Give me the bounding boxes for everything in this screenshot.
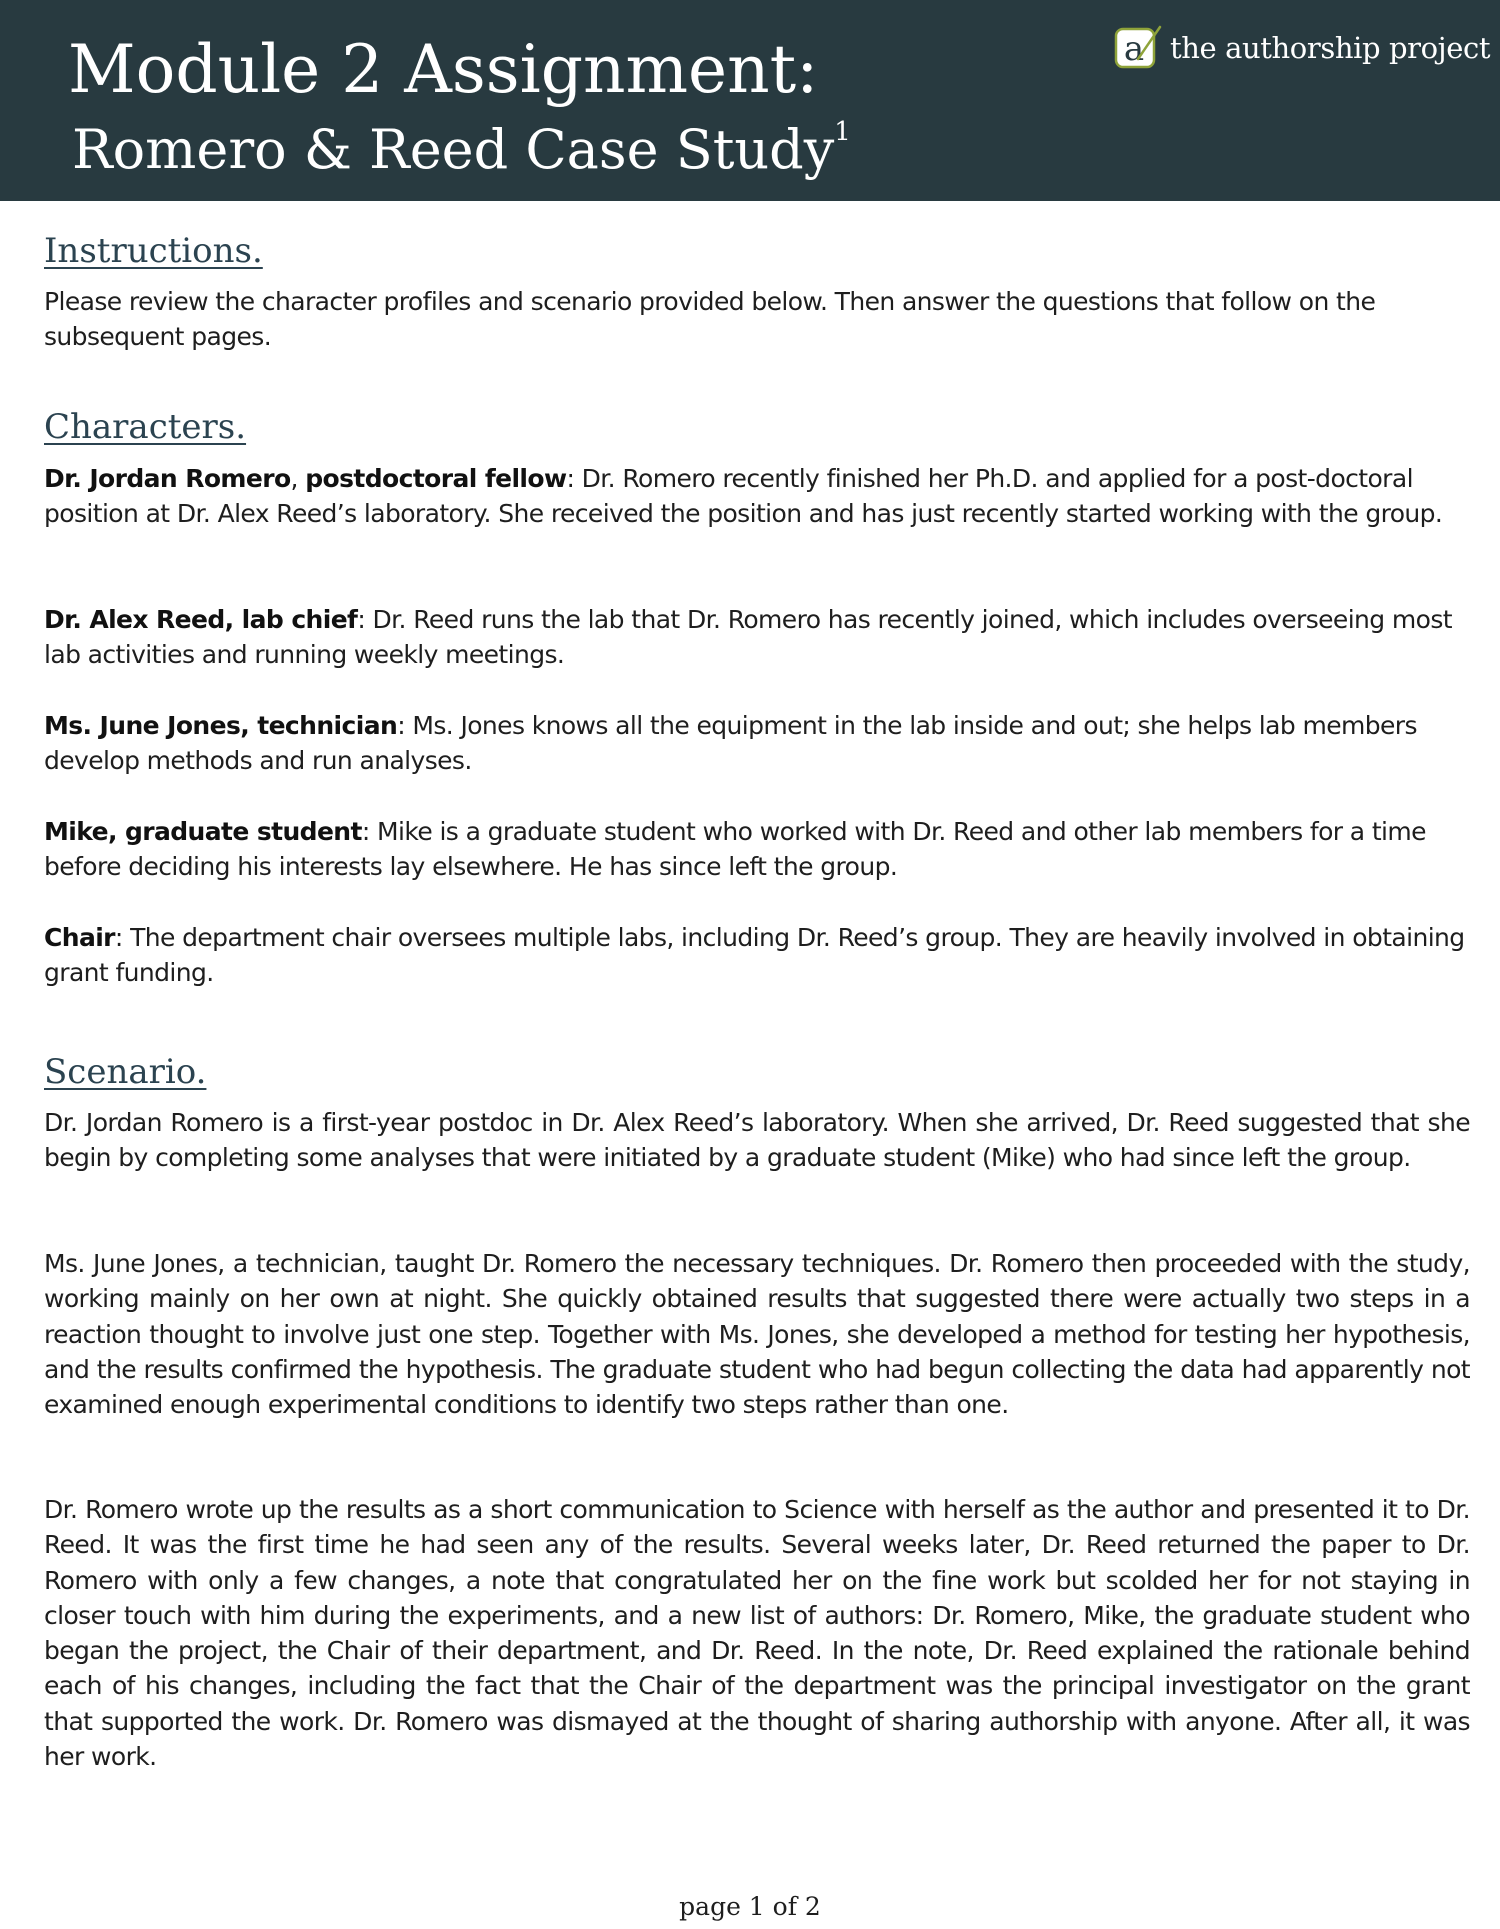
character-description: : Mike is a graduate student who worked with Dr. Reed and other lab members for a time before deciding his interests lay elsewhere. He has since left the group. (44, 817, 1426, 882)
character-name: Dr. Alex Reed, lab chief (44, 605, 358, 634)
character-description: : Dr. Reed runs the lab that Dr. Romero has recently joined, which includes overseeing most lab activities and running weekly meetings. (44, 605, 1452, 670)
logo-text: the authorship project (1170, 31, 1491, 65)
scenario-paragraph-1: Dr. Jordan Romero is a first-year postdoc in Dr. Alex Reed’s laboratory. When she arrived, Dr. Reed suggested that she begin by completing some analyses that were initiated by a graduate student (Mike) who had since left the group. (44, 1108, 1470, 1173)
character-jones (44, 708, 1470, 779)
page-subtitle (72, 110, 851, 190)
page-title: Module 2 Assignment: (68, 31, 819, 108)
character-name: Ms. June Jones, technician (44, 711, 398, 740)
footnote-marker: 1 (834, 117, 851, 147)
character-romero (44, 461, 1470, 532)
logo-a-pen-icon (1114, 25, 1162, 71)
instructions-heading: Instructions. (44, 231, 263, 271)
scenario-heading: Scenario. (44, 1052, 207, 1092)
page-number: page 1 of 2 (679, 1892, 821, 1921)
character-mike (44, 814, 1470, 885)
character-reed (44, 602, 1470, 673)
scenario-paragraph-2: Ms. June Jones, a technician, taught Dr. Romero the necessary techniques. Dr. Romero then proceeded with the study, working mainly on her own at night. She quickly obtained results that suggested there were actually two steps in a reaction thought to involve just one step. Together with Ms. Jones, she developed a method for testing her hypothesis, and the results confirmed the hypothesis. The graduate student who had begun collecting the data had apparently not examined enough experimental conditions to identify two steps rather than one. (44, 1249, 1470, 1420)
logo-letter: a (1123, 29, 1145, 69)
character-name-separator: , (290, 464, 306, 493)
instructions-text: Please review the character profiles and scenario provided below. Then answer the questions that follow on the subsequent pages. (44, 287, 1376, 352)
character-description: : The department chair oversees multiple labs, including Dr. Reed’s group. They are heavily involved in obtaining grant funding. (44, 923, 1465, 988)
character-description: : Dr. Romero recently finished her Ph.D. and applied for a post-doctoral position at Dr. Alex Reed’s laboratory. She received the position and has just recently started working with the group. (44, 464, 1443, 529)
character-name: Chair (44, 923, 115, 952)
character-description: : Ms. Jones knows all the equipment in the lab inside and out; she helps lab members develop methods and run analyses. (44, 711, 1417, 776)
subtitle-text: Romero & Reed Case Study (72, 118, 835, 181)
character-chair (44, 920, 1470, 991)
authorship-project-logo (1114, 22, 1490, 74)
scenario-paragraph-3: Dr. Romero wrote up the results as a short communication to Science with herself as the author and presented it to Dr. Reed. It was the first time he had seen any of the results. Several weeks later, Dr. Reed returned the paper to Dr. Romero with only a few changes, a note that congratulated her on the fine work but scolded her for not staying in closer touch with him during the experiments, and a new list of authors: Dr. Romero, Mike, the graduate student who began the project, the Chair of their department, and Dr. Reed. In the note, Dr. Reed explained the rationale behind each of his changes, including the fact that the Chair of the department was the principal investigator on the grant that supported the work. Dr. Romero was dismayed at the thought of sharing authorship with anyone. After all, it was her work. (44, 1495, 1470, 1772)
characters-heading: Characters. (44, 407, 247, 447)
character-name: Mike, graduate student (44, 817, 362, 846)
header-banner (0, 0, 1500, 201)
character-role: postdoctoral fellow (305, 464, 567, 493)
character-name: Dr. Jordan Romero (44, 464, 291, 493)
